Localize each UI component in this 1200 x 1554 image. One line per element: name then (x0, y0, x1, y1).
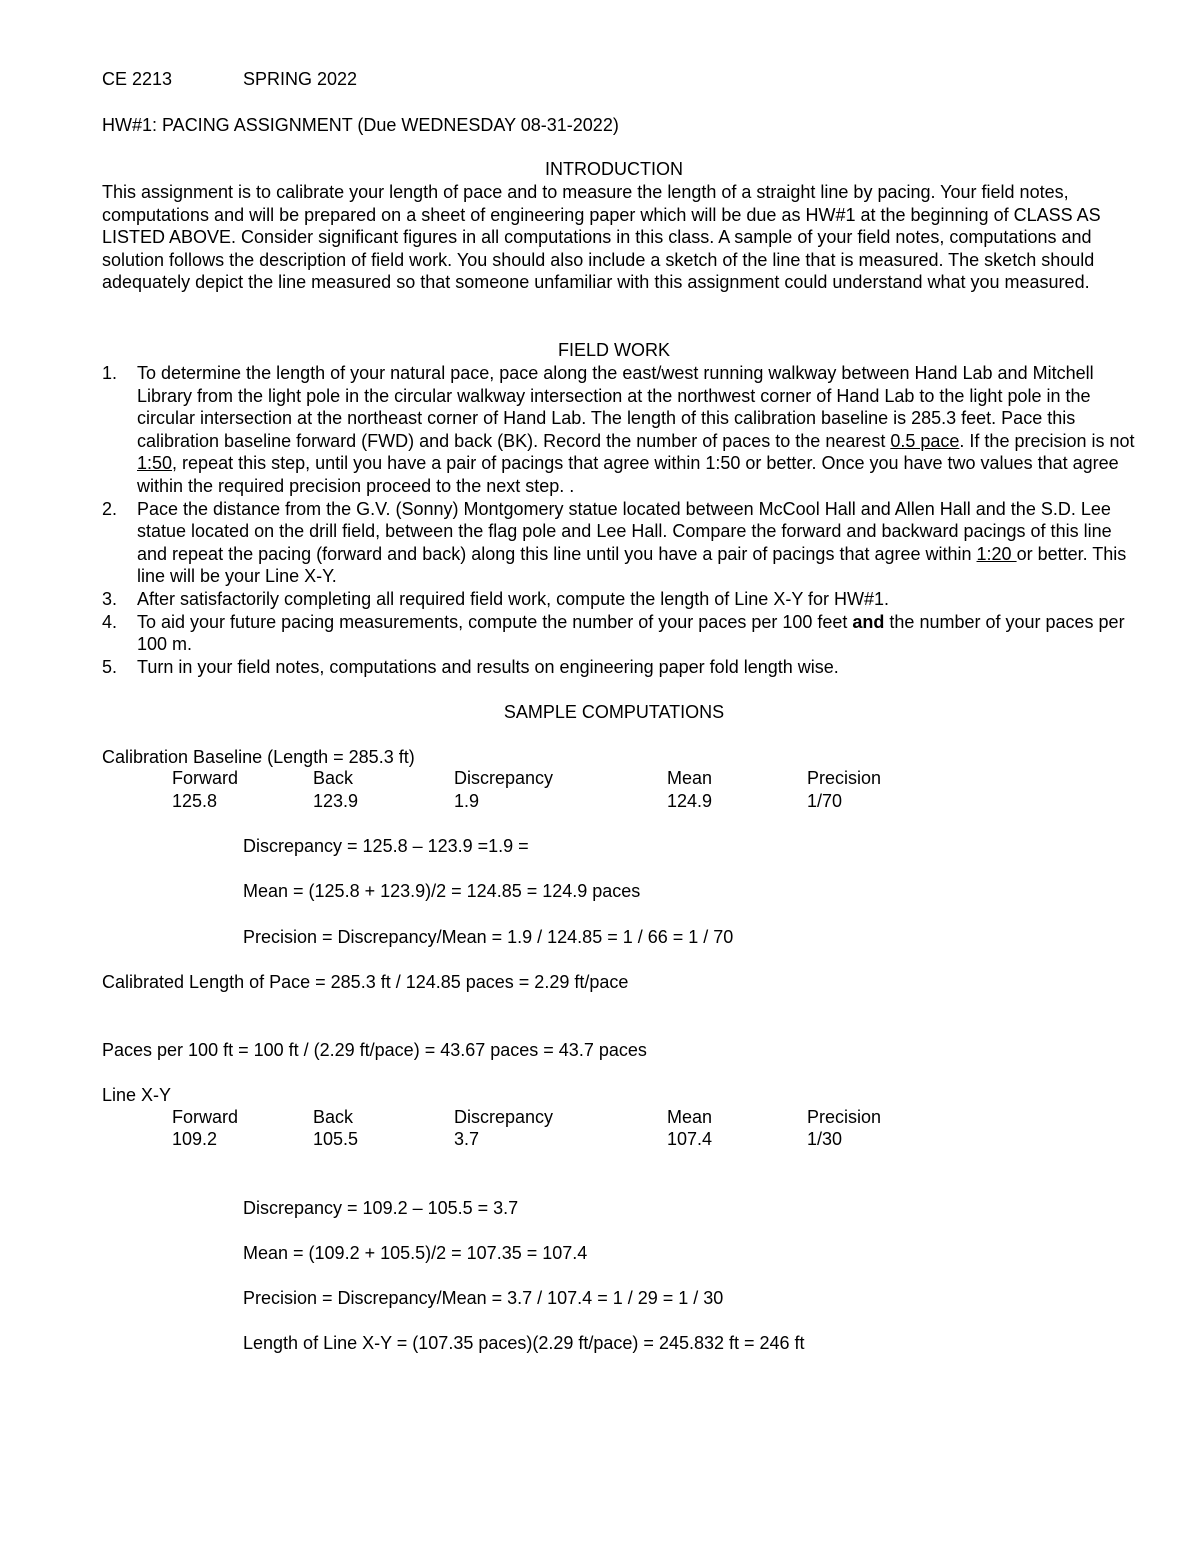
item-bold: and (852, 611, 885, 632)
col-mean: Mean (667, 768, 713, 788)
list-item (102, 656, 1142, 679)
line-xy-length-eq: Length of Line X-Y = (107.35 paces)(2.29 ft/pace) = 245.832 ft = 246 ft (243, 1333, 805, 1353)
introduction-text: This assignment is to calibrate your length of pace and to measure the length of a straight line by pacing. Your field notes, computations and will be prepared on a sheet of engineering paper which will be due as HW#1 at the beginning of CLASS AS LISTED ABOVE. Consider significant figures in all computations in this class. A sample of your field notes, computations and solution follows the description of field work. You should also include a sketch of the line that is measured. The sketch should adequately depict the line measured so that someone unfamiliar with this assignment could understand what you measured. (102, 182, 1101, 293)
calibration-header-row (0, 767, 1200, 790)
item-text: To aid your future pacing measurements, compute the number of your paces per 100 feet (137, 611, 853, 632)
cell-precision: 1/30 (807, 1129, 843, 1149)
introduction-heading: INTRODUCTION (545, 159, 683, 179)
item-number: 5. (102, 656, 118, 677)
cell-back: 105.5 (313, 1129, 359, 1149)
calibration-mean-eq: Mean = (125.8 + 123.9)/2 = 124.85 = 124.9 paces (243, 881, 641, 901)
cell-precision: 1/70 (807, 791, 843, 811)
paces-per-100: Paces per 100 ft = 100 ft / (2.29 ft/pace) = 43.67 paces = 43.7 paces (102, 1040, 647, 1060)
item-underline: 1:20 (976, 543, 1017, 564)
field-work-heading: FIELD WORK (557, 340, 670, 360)
calibrated-length: Calibrated Length of Pace = 285.3 ft / 124.85 paces = 2.29 ft/pace (102, 972, 629, 992)
calibration-title: Calibration Baseline (Length = 285.3 ft) (102, 747, 415, 767)
item-text: . If the precision is not (959, 430, 1135, 451)
list-item (102, 588, 1142, 611)
col-precision: Precision (807, 1107, 882, 1127)
item-text: the number of your paces per 100 m. (137, 611, 1125, 655)
item-number: 2. (102, 498, 118, 519)
list-item (102, 362, 1142, 498)
col-precision: Precision (807, 768, 882, 788)
list-item (102, 498, 1142, 588)
list-item (102, 611, 1142, 656)
col-mean: Mean (667, 1107, 713, 1127)
cell-forward: 125.8 (172, 791, 218, 811)
table-row (0, 790, 1200, 813)
item-text: After satisfactorily completing all required field work, compute the length of Line X-Y for HW#1. (137, 588, 890, 609)
item-text: Pace the distance from the G.V. (Sonny) Montgomery statue located between McCool Hall and Allen Hall and the S.D. Lee statue located on the drill field, between the flag pole and Lee Hall. Compare the forward and backward pacings of this line and repeat the pacing (forward and back) along this line until you have a pair of pacings that agree within (137, 498, 1112, 564)
line-xy-title: Line X-Y (102, 1085, 172, 1105)
item-text: Turn in your field notes, computations and results on engineering paper fold length wise. (137, 656, 839, 677)
item-number: 1. (102, 363, 118, 383)
col-forward: Forward (172, 768, 239, 788)
cell-discrepancy: 1.9 (454, 791, 480, 811)
term: SPRING 2022 (243, 69, 358, 89)
table-row (0, 1128, 1200, 1151)
item-text: To determine the length of your natural pace, pace along the east/west running walkway between Hand Lab and Mitchell Library from the light pole in the circular walkway intersection at the northwest corner of Hand Lab to the light pole in the circular intersection at the northeast corner of Hand Lab. The length of this calibration baseline is 285.3 feet. Pace this calibration baseline forward (FWD) and back (BK). Record the number of paces to the nearest (137, 363, 1094, 451)
item-number: 3. (102, 588, 118, 609)
line-xy-precision-eq: Precision = Discrepancy/Mean = 3.7 / 107.4 = 1 / 29 = 1 / 30 (243, 1288, 724, 1308)
course-code: CE 2213 (102, 69, 173, 89)
line-xy-header-row (0, 1106, 1200, 1129)
line-xy-mean-eq: Mean = (109.2 + 105.5)/2 = 107.35 = 107.4 (243, 1243, 588, 1263)
item-underline: 1:50 (137, 453, 173, 474)
cell-forward: 109.2 (172, 1129, 218, 1149)
col-discrepancy: Discrepancy (454, 1107, 554, 1127)
line-xy-discrepancy-eq: Discrepancy = 109.2 – 105.5 = 3.7 (243, 1198, 519, 1218)
col-forward: Forward (172, 1107, 239, 1127)
col-discrepancy: Discrepancy (454, 768, 554, 788)
assignment-title: HW#1: PACING ASSIGNMENT (Due WEDNESDAY 08-31-2022) (102, 115, 619, 135)
calibration-precision-eq: Precision = Discrepancy/Mean = 1.9 / 124.85 = 1 / 66 = 1 / 70 (243, 927, 734, 947)
cell-discrepancy: 3.7 (454, 1129, 480, 1149)
field-work-list (102, 362, 1142, 678)
col-back: Back (313, 1107, 354, 1127)
item-number: 4. (102, 611, 118, 632)
item-text: or better. This line will be your Line X-Y. (137, 543, 1127, 587)
item-text: , repeat this step, until you have a pair of pacings that agree within 1:50 or better. Once you have two values that agree within the required precision proceed to the next step. . (137, 453, 1119, 496)
item-underline: 0.5 pace (890, 430, 960, 451)
cell-mean: 124.9 (667, 791, 713, 811)
calibration-discrepancy-eq: Discrepancy = 125.8 – 123.9 =1.9 = (243, 836, 529, 856)
cell-back: 123.9 (313, 791, 359, 811)
sample-heading: SAMPLE COMPUTATIONS (503, 702, 725, 722)
col-back: Back (313, 768, 354, 788)
cell-mean: 107.4 (667, 1129, 713, 1149)
